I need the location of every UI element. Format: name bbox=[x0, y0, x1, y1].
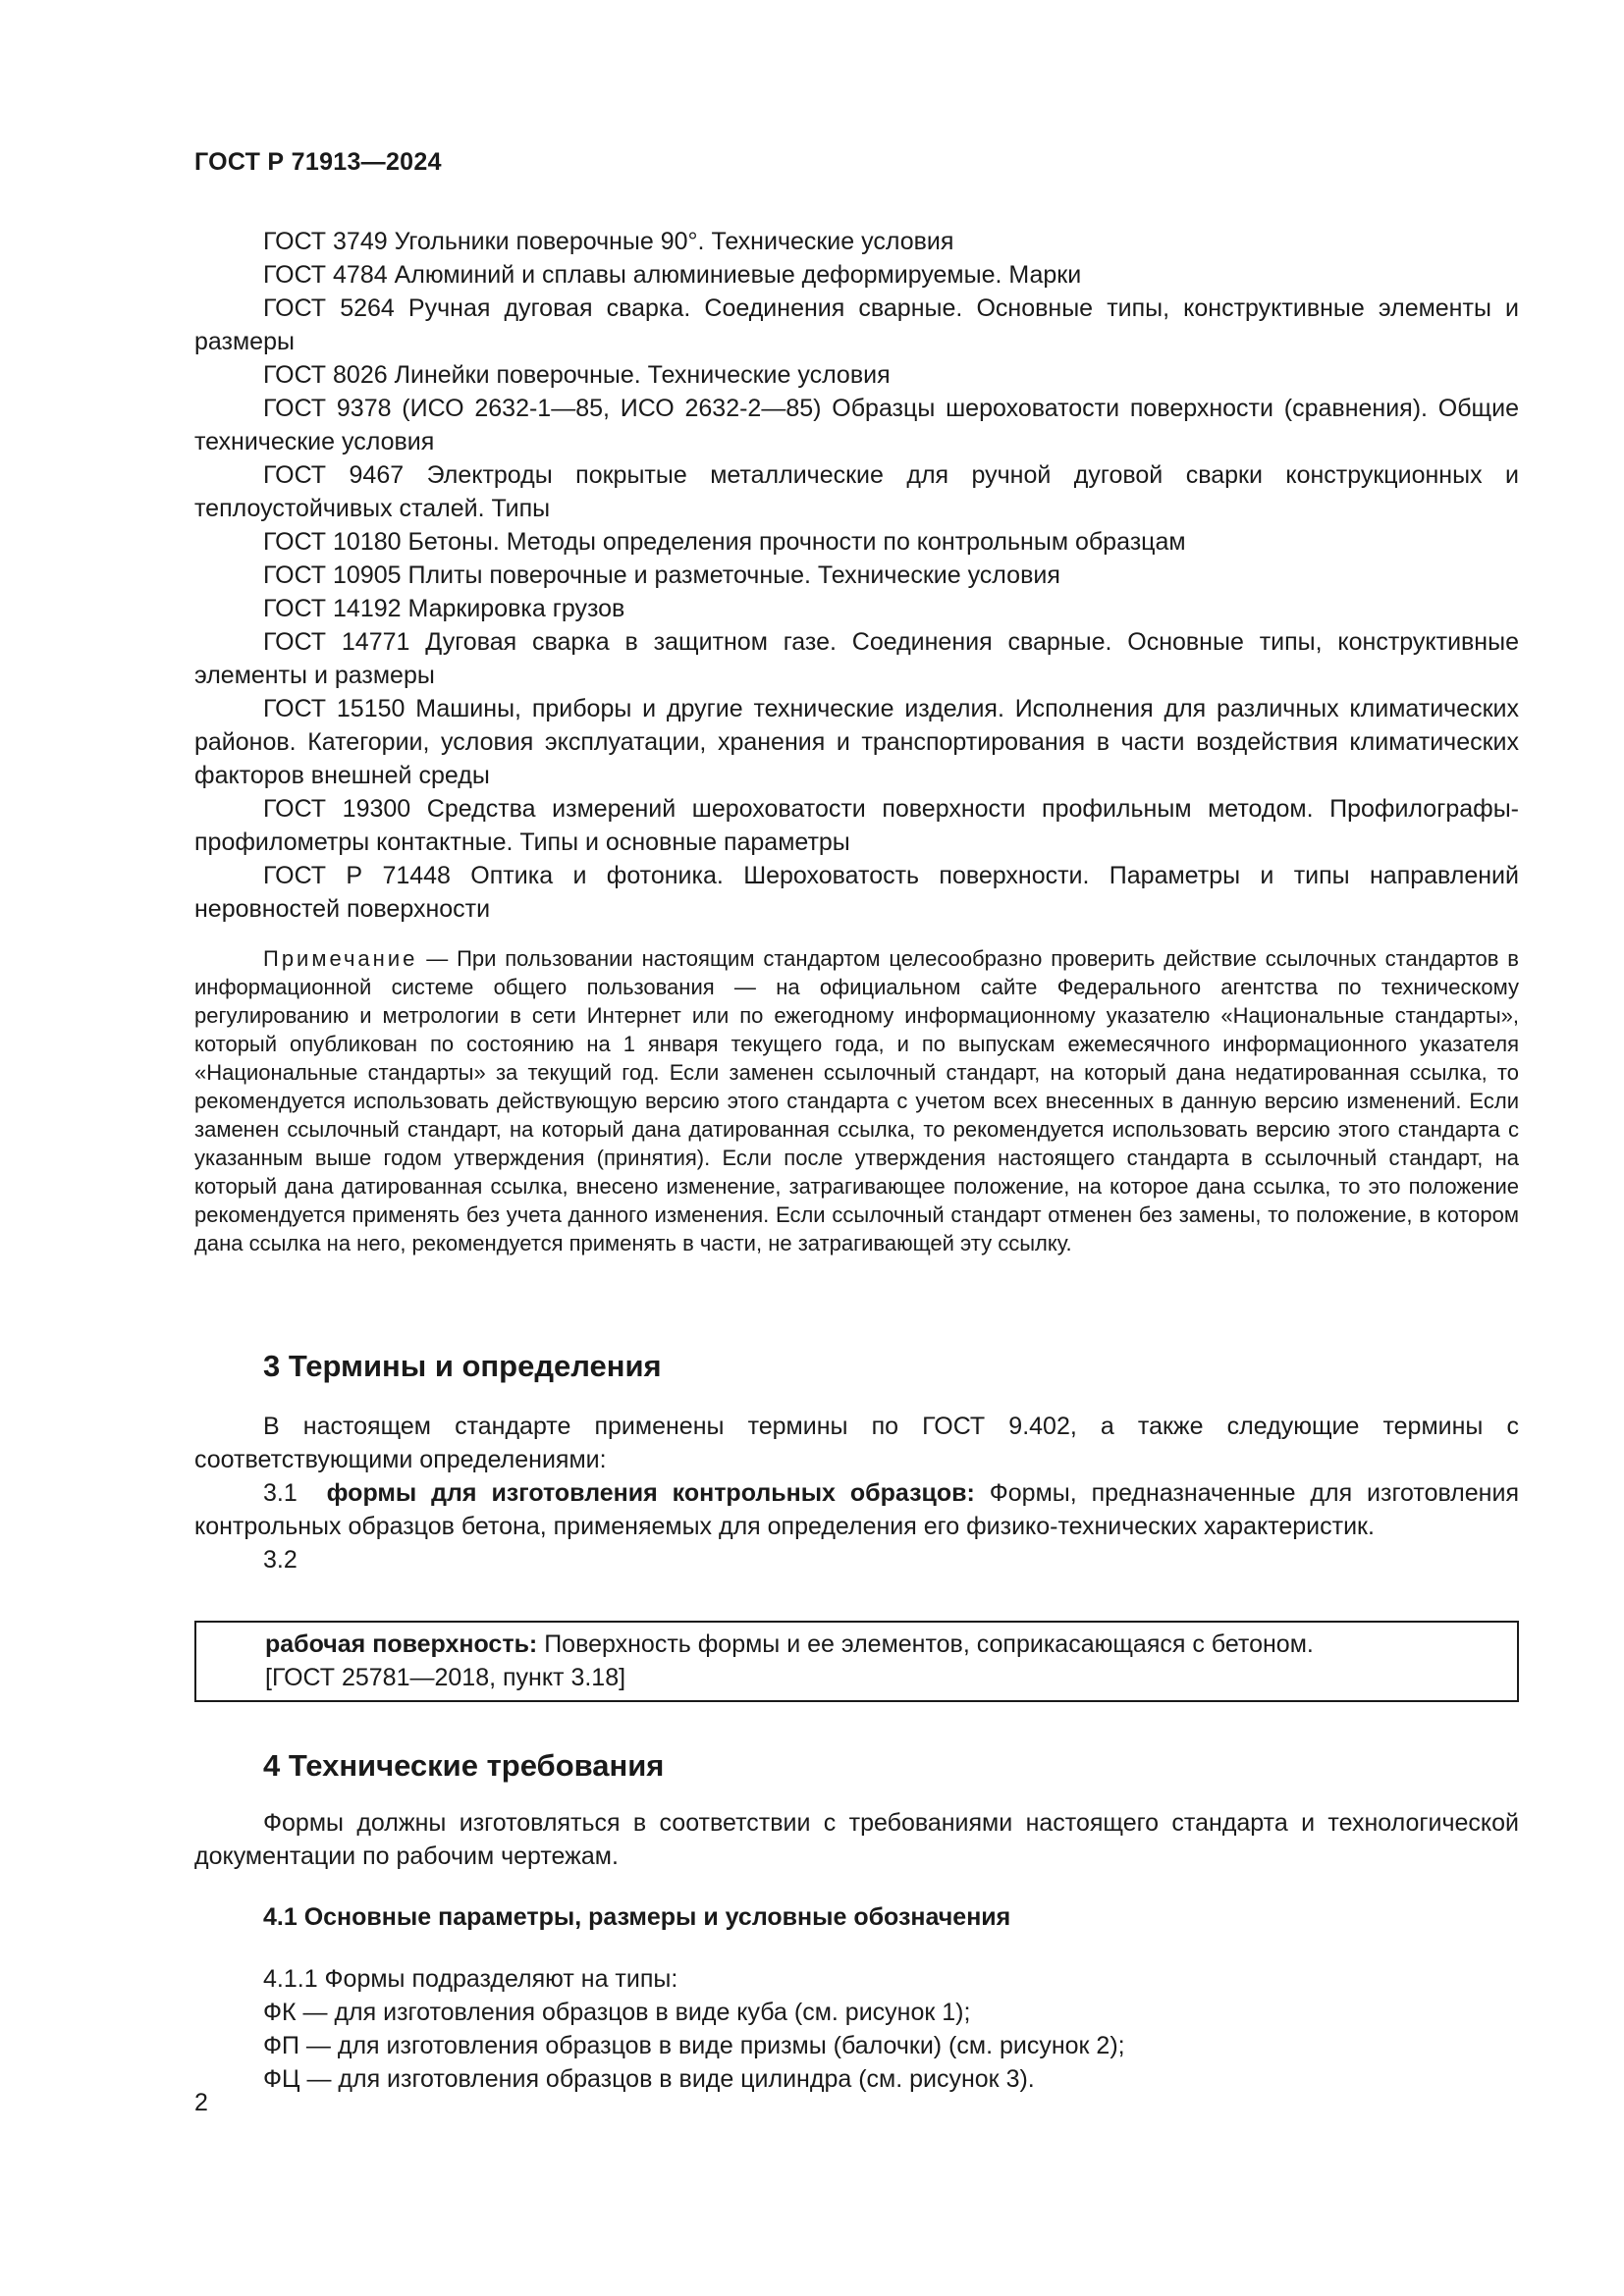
reference-item: ГОСТ 10905 Плиты поверочные и разметочные. Технические условия bbox=[263, 561, 1060, 589]
term-3-1-number: 3.1 bbox=[263, 1479, 298, 1507]
note-text: — При пользовании настоящим стандартом целесообразно проверить действие ссылочных стандартов в информационной системе общего пользования — на официальном сайте Федерального агентства по техническому регулированию и метрологии в сети Интернет или по ежегодному информационному указателю «Национальные стандарты», который опубликован по состоянию на 1 января текущего года, и по выпускам ежемесячного информационного указателя «Национальные стандарты» за текущий год. Если заменен ссылочный стандарт, на который дана недатированная ссылка, то рекомендуется использовать действующую версию этого стандарта с учетом всех внесенных в данную версию изменений. Если заменен ссылочный стандарт, на который дана датированная ссылка, то рекомендуется использовать версию этого стандарта с указанным выше годом утверждения (принятия). Если после утверждения настоящего стандарта в ссылочный стандарт, на который дана датированная ссылка, внесено изменение, затрагивающее положение, на которое дана ссылка, то это положение рекомендуется применять без учета данного изменения. Если ссылочный стандарт отменен без замены, то положение, в котором дана ссылка на него, рекомендуется применять в части, не затрагивающей эту ссылку. bbox=[194, 946, 1519, 1255]
term-3-2-source: [ГОСТ 25781—2018, пункт 3.18] bbox=[265, 1664, 626, 1691]
references-note bbox=[194, 944, 1519, 1257]
subsection-4-1-body bbox=[194, 1962, 1519, 2096]
item-4-1-1: 4.1.1 Формы подразделяют на типы: bbox=[263, 1965, 678, 1993]
reference-item: ГОСТ 14192 Маркировка грузов bbox=[263, 595, 625, 622]
form-type-item: ФП — для изготовления образцов в виде призмы (балочки) (см. рисунок 2); bbox=[263, 2032, 1125, 2059]
reference-item: ГОСТ 19300 Средства измерений шероховатости поверхности профильным методом. Профилографы-профилометры контактные. Типы и основные параметры bbox=[194, 795, 1519, 856]
section-3-intro: В настоящем стандарте применены термины по ГОСТ 9.402, а также следующие термины с соответствующими определениями: bbox=[194, 1413, 1519, 1473]
term-3-1-term: формы для изготовления контрольных образцов: bbox=[326, 1479, 975, 1507]
subsection-4-1-heading: 4.1 Основные параметры, размеры и условные обозначения bbox=[263, 1903, 1011, 1931]
reference-item: ГОСТ 14771 Дуговая сварка в защитном газе. Соединения сварные. Основные типы, конструктивные элементы и размеры bbox=[194, 628, 1519, 689]
reference-item: ГОСТ 9378 (ИСО 2632-1—85, ИСО 2632-2—85) Образцы шероховатости поверхности (сравнения). Общие технические условия bbox=[194, 395, 1519, 455]
reference-item: ГОСТ 15150 Машины, приборы и другие технические изделия. Исполнения для различных климатических районов. Категории, условия эксплуатации, хранения и транспортирования в части воздействия климатических факторов внешней среды bbox=[194, 695, 1519, 789]
normative-references-list bbox=[194, 225, 1519, 926]
term-3-1 bbox=[194, 1476, 1519, 1543]
reference-item: ГОСТ 5264 Ручная дуговая сварка. Соединения сварные. Основные типы, конструктивные элементы и размеры bbox=[194, 294, 1519, 355]
section-4-intro-block bbox=[194, 1806, 1519, 1873]
reference-item: ГОСТ 10180 Бетоны. Методы определения прочности по контрольным образцам bbox=[263, 528, 1186, 556]
reference-item: ГОСТ Р 71448 Оптика и фотоника. Шероховатость поверхности. Параметры и типы направлений неровностей поверхности bbox=[194, 862, 1519, 923]
section-4-intro: Формы должны изготовляться в соответствии с требованиями настоящего стандарта и технологической документации по рабочим чертежам. bbox=[194, 1809, 1519, 1870]
form-type-item: ФЦ — для изготовления образцов в виде цилиндра (см. рисунок 3). bbox=[263, 2065, 1035, 2093]
term-3-2-term: рабочая поверхность: bbox=[265, 1630, 538, 1658]
reference-item: ГОСТ 9467 Электроды покрытые металлические для ручной дуговой сварки конструкционных и теплоустойчивых сталей. Типы bbox=[194, 461, 1519, 522]
page-number: 2 bbox=[194, 2089, 208, 2116]
reference-item: ГОСТ 4784 Алюминий и сплавы алюминиевые деформируемые. Марки bbox=[263, 261, 1082, 289]
term-3-2-text bbox=[265, 1628, 1517, 1661]
reference-item: ГОСТ 8026 Линейки поверочные. Технические условия bbox=[263, 361, 891, 389]
term-3-2-box bbox=[194, 1621, 1519, 1702]
section-4-heading: 4 Технические требования bbox=[263, 1748, 665, 1783]
term-3-2-definition: Поверхность формы и ее элементов, соприкасающаяся с бетоном. bbox=[537, 1630, 1314, 1658]
form-type-item: ФК — для изготовления образцов в виде куба (см. рисунок 1); bbox=[263, 1999, 971, 2026]
term-3-2-number: 3.2 bbox=[263, 1546, 298, 1574]
section-3-body bbox=[194, 1410, 1519, 1576]
section-3-heading: 3 Термины и определения bbox=[263, 1349, 662, 1383]
term-3-1-definition: Формы, предназначенные для изготовления контрольных образцов бетона, применяемых для определения его физико-технических характеристик. bbox=[194, 1479, 1519, 1540]
note-label: Примечание bbox=[263, 946, 418, 971]
document-header: ГОСТ Р 71913—2024 bbox=[194, 148, 442, 176]
reference-item: ГОСТ 3749 Угольники поверочные 90°. Технические условия bbox=[263, 228, 954, 255]
